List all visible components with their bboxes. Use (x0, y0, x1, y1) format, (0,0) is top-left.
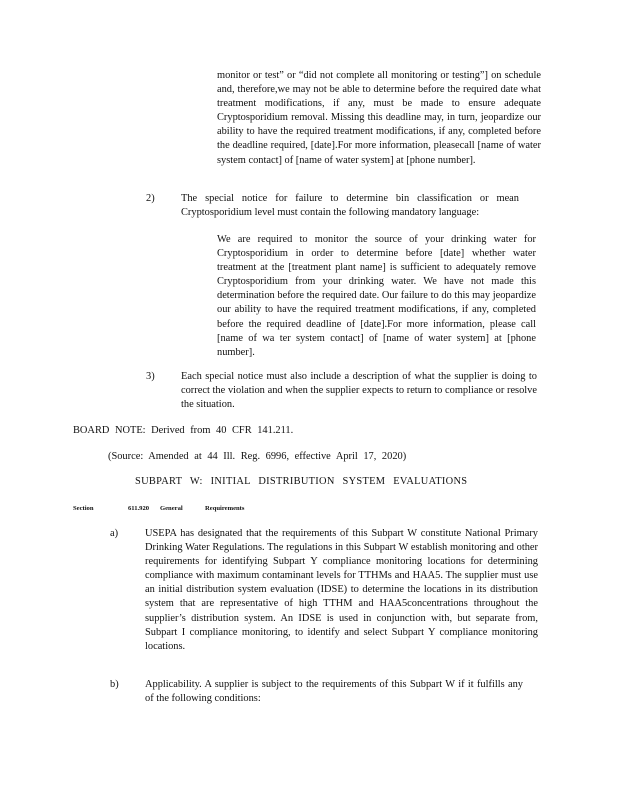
item-a-body: USEPA has designated that the requirements of this Subpart W constitute National Primary Drinking Water Regulations. The regulations in this Subpart W establish monitoring and other requirements for identifying Subpart Y compliance monitoring locations for determining compliance with maximum contaminant levels for TTHMs and HAA5. The supplier must use an initial distribution system evaluation (IDSE) to determine the locations in its distribution system that are representative of high TTHM and HAA5concentrations throughout the supplier’s distribution system. An IDSE is used in conjunction with, but separate from, Subpart I compliance monitoring, to identify and select Subpart Y compliance monitoring locations. (145, 528, 538, 652)
board-note: BOARD NOTE: Derived from 40 CFR 141.211. (73, 425, 294, 436)
source-note: (Source: Amended at 44 Ill. Reg. 6996, effective April 17, 2020) (108, 451, 407, 462)
item-b-letter: b) (110, 679, 119, 690)
item-3-text (181, 370, 537, 412)
item-a-letter: a) (110, 528, 119, 539)
item-a-text (145, 527, 538, 654)
section-title-2: Requirements (205, 505, 245, 512)
continued-notice-paragraph (217, 69, 541, 168)
section-label: Section (73, 505, 94, 512)
item-3-body: Each special notice must also include a description of what the supplier is doing to correct the violation and when the supplier expects to return to compliance or resolve the situation. (181, 371, 537, 411)
item-3-number: 3) (146, 371, 155, 382)
item-b-text (145, 678, 523, 706)
item-2-quote: We are required to monitor the source of your drinking water for Cryptosporidium in order to determine before [date] whether water treatment at the [treatment plant name] is sufficient to adequately remove Cryptosporidium from your drinking water. We have not made this determination before the required date. Our failure to do this may jeopardize our ability to have the required treatment modifications, if any, completed before the required deadline of [date].For more information, please call [name of wa ter system contact] of [name of water system] at [phone number]. (217, 234, 536, 358)
item-2-text (181, 192, 519, 220)
item-2-mandatory-language (217, 233, 536, 360)
continued-notice-text: monitor or test” or “did not complete all monitoring or testing”] on schedule and, therefore,we may not be able to determine before the required date what treatment modifications, if any, must be made to ensure adequate Cryptosporidium removal. Missing this deadline may, in turn, jeopardize our ability to have the required treatment modifications, if any, completed before the deadline required, [date].For more information, pleasecall [name of water system contact] of [name of water system] at [phone number]. (217, 70, 541, 166)
section-title: General (160, 505, 183, 512)
item-2-number: 2) (146, 193, 155, 204)
item-2-body: The special notice for failure to determine bin classification or mean Cryptosporidium level must contain the following mandatory language: (181, 193, 519, 219)
section-number: 611.920 (128, 505, 150, 512)
item-b-body: Applicability. A supplier is subject to the requirements of this Subpart W if it fulfills any of the following conditions: (145, 679, 523, 705)
subpart-heading: SUBPART W: INITIAL DISTRIBUTION SYSTEM EVALUATIONS (135, 476, 468, 487)
